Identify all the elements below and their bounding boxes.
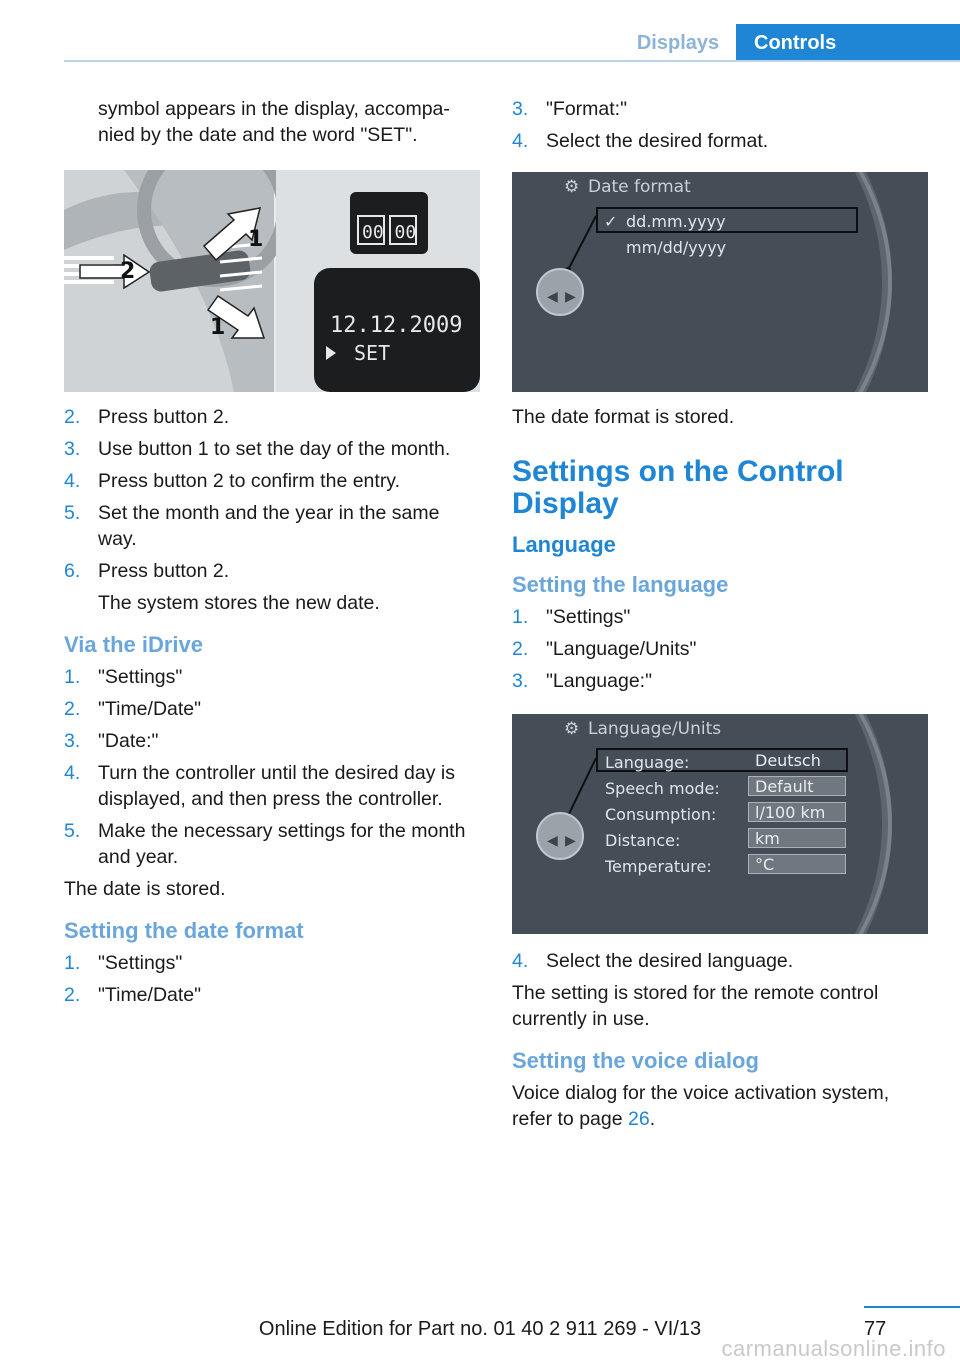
left-column [64, 96, 480, 1014]
date-format-screen [512, 172, 928, 392]
steps-f [512, 948, 928, 974]
option-dd-mm-yyyy[interactable]: dd.mm.yyyy [626, 212, 726, 231]
right-column [512, 96, 928, 1138]
watermark: carmanualsonline.info [721, 1336, 946, 1361]
list-item: 4. Select the desired format. [512, 130, 769, 152]
voice-dialog-heading: Setting the voice dialog [512, 1048, 759, 1073]
list-item: 4. Select the desired language. [512, 950, 794, 972]
screen-title: Date format [588, 177, 691, 197]
list-item: 4. Turn the controller until the desired day is displayed, and then press the controller. [64, 762, 455, 810]
row-value-consumption[interactable]: l/100 km [748, 802, 846, 822]
controller-icon: ◀ ▶ [536, 268, 584, 316]
via-idrive-heading: Via the iDrive [64, 632, 203, 657]
list-item: 2. "Language/Units" [512, 638, 697, 660]
list-item: 2. Press button 2. [64, 406, 230, 428]
voice-dialog-text: Voice dialog for the voice activation system, refer to page 26. [512, 1082, 890, 1130]
language-heading: Language [512, 532, 616, 557]
list-item: 6. Press button 2. [64, 560, 230, 582]
header-tab-displays[interactable]: Displays [636, 32, 720, 54]
screen-title: Language/Units [588, 719, 722, 739]
label-1-top: 1 [248, 227, 264, 252]
row-label-temperature: Temperature: [605, 857, 712, 876]
display-set: SET [354, 341, 391, 365]
row-label-speech-mode: Speech mode: [605, 779, 720, 798]
intro-line-2: nied by the date and the word "SET". [98, 124, 418, 146]
controller-icon: ◀ ▶ [536, 812, 584, 860]
list-item: 1. "Settings" [64, 952, 183, 974]
footer-rule [864, 1306, 960, 1308]
settings-gear-icon: ⚙ [564, 719, 580, 738]
list-item: 4. Press button 2 to confirm the entry. [64, 470, 401, 492]
list-item: 2. "Time/Date" [64, 698, 202, 720]
list-item: 5. Make the necessary settings for the month and year. [64, 820, 466, 868]
date-format-heading: Setting the date format [64, 918, 304, 943]
list-item: 3. Use button 1 to set the day of the month. [64, 438, 451, 460]
list-item: 3. "Language:" [512, 670, 653, 692]
steps-d [512, 96, 928, 154]
steps-e [512, 604, 928, 694]
display-date: 12.12.2009 [330, 313, 463, 338]
edition-text: Online Edition for Part no. 01 40 2 911 269 - VI/13 [258, 1318, 702, 1340]
setting-language-heading: Setting the language [512, 572, 729, 597]
label-2: 2 [120, 259, 136, 284]
label-1-bottom: 1 [210, 315, 226, 340]
settings-gear-icon: ⚙ [564, 177, 580, 196]
row-value-speech-mode[interactable]: Default [748, 776, 846, 796]
list-item: 3. "Date:" [64, 730, 159, 752]
list-item: 1. "Settings" [512, 606, 631, 628]
row-value-temperature[interactable]: °C [748, 854, 846, 874]
language-units-screen [512, 714, 928, 934]
row-value-distance[interactable]: km [748, 828, 846, 848]
list-item: 2. "Time/Date" [64, 984, 202, 1006]
steps-c [64, 950, 480, 1008]
option-mm-dd-yyyy[interactable]: mm/dd/yyyy [626, 238, 727, 257]
row-value-language[interactable]: Deutsch [755, 751, 821, 770]
row-label-consumption: Consumption: [605, 805, 717, 824]
page-number: 77 [864, 1318, 887, 1340]
list-item: 3. "Format:" [512, 98, 628, 120]
steps-a [64, 404, 480, 584]
display-digits: 00 00 [362, 222, 417, 243]
header-tab-controls[interactable]: Controls [736, 24, 960, 62]
dashboard-figure [64, 170, 480, 392]
step6-note: The system stores the new date. [98, 592, 380, 614]
intro-line-1: symbol appears in the display, accompa- [98, 98, 450, 120]
format-stored: The date format is stored. [512, 406, 735, 428]
header-rule [64, 60, 960, 62]
control-display-heading: Settings on the Control Display [512, 455, 844, 520]
row-label-language: Language: [605, 753, 690, 772]
list-item: 5. Set the month and the year in the same way. [64, 502, 440, 550]
steps-b [64, 664, 480, 870]
dashboard-illustration [64, 170, 480, 392]
row-label-distance: Distance: [605, 831, 681, 850]
setting-stored: The setting is stored for the remote control currently in use. [512, 982, 879, 1030]
check-icon: ✓ [604, 212, 618, 231]
page-link-26[interactable]: 26 [628, 1108, 650, 1130]
date-stored: The date is stored. [64, 878, 226, 900]
list-item: 1. "Settings" [64, 666, 183, 688]
